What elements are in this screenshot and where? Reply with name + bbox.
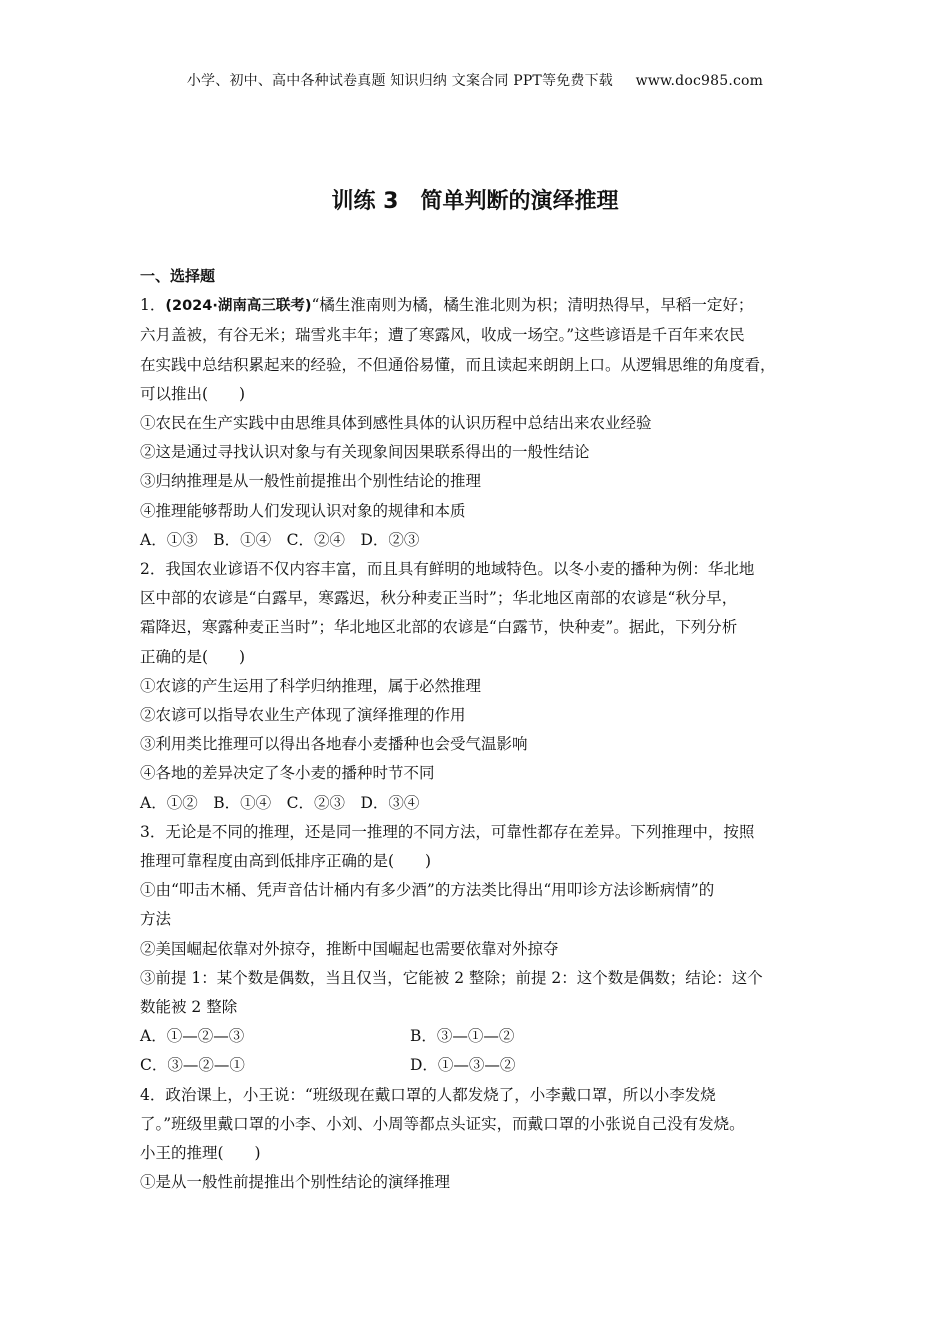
q2-stem-line: 正确的是( )	[140, 647, 246, 666]
q3-answers-row	[140, 1022, 820, 1051]
q1-stem-line: 在实践中总结积累起来的经验，不但通俗易懂，而且读起来朗朗上口。从逻辑思维的角度看，	[140, 355, 776, 374]
section-title: 一、选择题	[140, 267, 216, 285]
q3-answer-a: A．①—②—③	[140, 1027, 245, 1046]
q1-number: 1．	[140, 296, 166, 315]
q3-option: 数能被 2 整除	[140, 998, 238, 1017]
q2-option: ①农谚的产生运用了科学归纳推理，属于必然推理	[140, 676, 482, 695]
q1-option: ③归纳推理是从一般性前提推出个别性结论的推理	[140, 472, 482, 491]
q3-stem-line: 3．无论是不同的推理，还是同一推理的不同方法，可靠性都存在差异。下列推理中，按照	[140, 822, 755, 841]
q1-source: (2024·湖南高三联考)	[165, 298, 312, 315]
q3-option: ②美国崛起依靠对外掠夺，推断中国崛起也需要依靠对外掠夺	[140, 939, 559, 958]
q2-stem-line: 区中部的农谚是“白露早，寒露迟，秋分种麦正当时”；华北地区南部的农谚是“秋分早，	[140, 589, 738, 608]
q2-answers: A．①② B．①④ C．②③ D．③④	[140, 793, 420, 812]
q4-stem-line: 了。”班级里戴口罩的小李、小刘、小周等都点头证实，而戴口罩的小张说自己没有发烧。	[140, 1114, 745, 1133]
page-title: 训练 3 简单判断的演绎推理	[331, 189, 619, 214]
q3-answer-c: C．③—②—①	[140, 1056, 245, 1075]
q3-option: ①由“叩击木桶、凭声音估计桶内有多少酒”的方法类比得出“用叩诊方法诊断病情”的	[140, 881, 715, 900]
document-body	[140, 262, 820, 1198]
q2-stem-line: 霜降迟，寒露种麦正当时”；华北地区北部的农谚是“白露节，快种麦”。据此，下列分析	[140, 618, 738, 637]
q2-option: ③利用类比推理可以得出各地春小麦播种也会受气温影响	[140, 735, 528, 754]
header-text: 小学、初中、高中各种试卷真题 知识归纳 文案合同 PPT等免费下载	[186, 73, 613, 89]
q1-stem-text: “橘生淮南则为橘，橘生淮北则为枳；清明热得早，早稻一定好；	[311, 296, 754, 315]
q3-stem-line: 推理可靠程度由高到低排序正确的是( )	[140, 852, 432, 871]
q1-option: ②这是通过寻找认识对象与有关现象间因果联系得出的一般性结论	[140, 443, 590, 462]
q4-option: ①是从一般性前提推出个别性结论的演绎推理	[140, 1173, 451, 1192]
q1-option: ①农民在生产实践中由思维具体到感性具体的认识历程中总结出来农业经验	[140, 414, 652, 433]
q2-option: ②农谚可以指导农业生产体现了演绎推理的作用	[140, 706, 466, 725]
q1-stem-line	[140, 291, 820, 321]
q2-stem-line: 2．我国农业谚语不仅内容丰富，而且具有鲜明的地域特色。以冬小麦的播种为例：华北地	[140, 560, 755, 579]
q3-answers-row	[140, 1051, 820, 1080]
q3-answer-b: B．③—①—②	[410, 1027, 515, 1046]
q3-answer-d: D．①—③—②	[410, 1056, 516, 1075]
page-header	[0, 70, 950, 90]
q4-stem-line: 小王的推理( )	[140, 1144, 261, 1163]
q1-option: ④推理能够帮助人们发现认识对象的规律和本质	[140, 501, 466, 520]
header-site[interactable]: www.doc985.com	[635, 73, 764, 89]
q3-option: ③前提 1：某个数是偶数，当且仅当，它能被 2 整除；前提 2：这个数是偶数；结论：这个	[140, 968, 763, 987]
q2-option: ④各地的差异决定了冬小麦的播种时节不同	[140, 764, 435, 783]
q1-stem-line: 六月盖被，有谷无米；瑞雪兆丰年；遭了寒露风，收成一场空。”这些谚语是千百年来农民	[140, 326, 745, 345]
q1-answers: A．①③ B．①④ C．②④ D．②③	[140, 530, 420, 549]
q4-stem-line: 4．政治课上，小王说：“班级现在戴口罩的人都发烧了，小李戴口罩，所以小李发烧	[140, 1085, 716, 1104]
q1-stem-line: 可以推出( )	[140, 384, 246, 403]
q3-option: 方法	[140, 910, 172, 929]
